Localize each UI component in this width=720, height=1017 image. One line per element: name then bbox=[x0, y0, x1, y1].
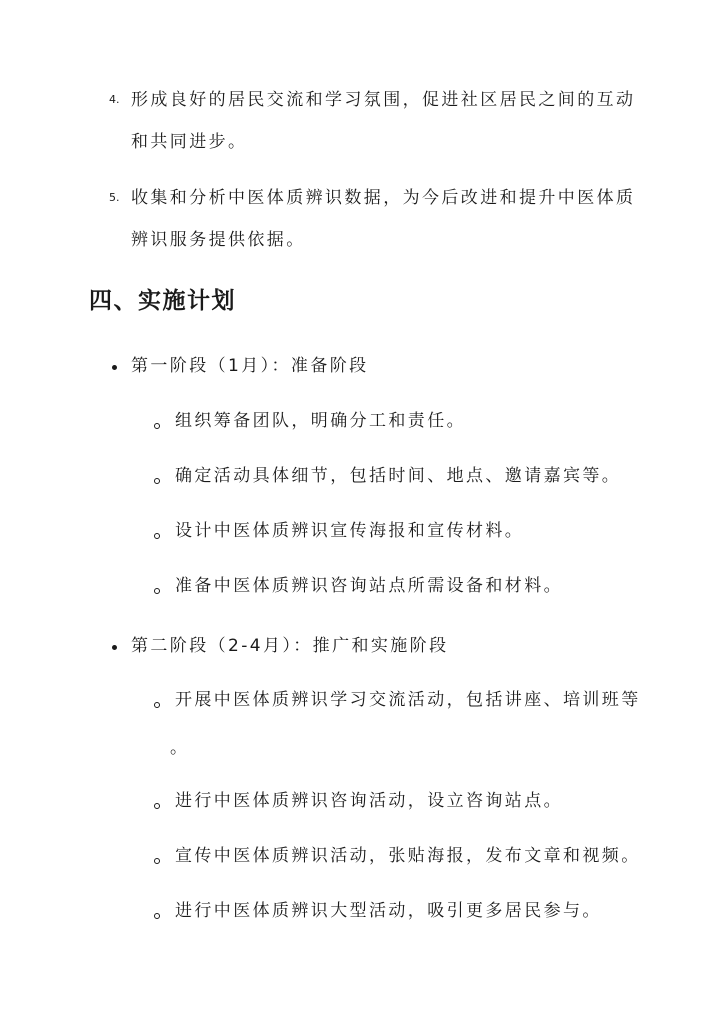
circle-bullet-icon bbox=[154, 803, 160, 809]
task-item: 设计中医体质辨识宣传海报和宣传材料。 bbox=[175, 521, 525, 541]
task-item: 开展中医体质辨识学习交流活动，包括讲座、培训班等 bbox=[175, 690, 641, 710]
section-heading: 四、实施计划 bbox=[89, 288, 236, 314]
task-item: 进行中医体质辨识大型活动，吸引更多居民参与。 bbox=[175, 901, 602, 921]
task-item-continued: 。 bbox=[170, 738, 190, 758]
circle-bullet-icon bbox=[154, 858, 160, 864]
task-item: 宣传中医体质辨识活动，张贴海报，发布文章和视频。 bbox=[175, 846, 641, 866]
list-number: 5. bbox=[109, 191, 120, 204]
circle-bullet-icon bbox=[154, 478, 160, 484]
circle-bullet-icon bbox=[154, 702, 160, 708]
circle-bullet-icon bbox=[154, 913, 160, 919]
task-item: 准备中医体质辨识咨询站点所需设备和材料。 bbox=[175, 576, 563, 596]
bullet-icon bbox=[112, 365, 117, 370]
list-item-text-continued: 和共同进步。 bbox=[131, 132, 248, 152]
circle-bullet-icon bbox=[154, 533, 160, 539]
list-item-text-continued: 辨识服务提供依据。 bbox=[131, 230, 306, 250]
bullet-icon bbox=[112, 645, 117, 650]
phase-title: 第一阶段（1月）：准备阶段 bbox=[131, 356, 369, 376]
circle-bullet-icon bbox=[154, 588, 160, 594]
list-number: 4. bbox=[109, 93, 120, 106]
circle-bullet-icon bbox=[154, 423, 160, 429]
task-item: 确定活动具体细节，包括时间、地点、邀请嘉宾等。 bbox=[175, 466, 622, 486]
list-item-text: 收集和分析中医体质辨识数据，为今后改进和提升中医体质 bbox=[131, 188, 636, 208]
task-item: 进行中医体质辨识咨询活动，设立咨询站点。 bbox=[175, 791, 563, 811]
task-item: 组织筹备团队，明确分工和责任。 bbox=[175, 411, 466, 431]
list-item-text: 形成良好的居民交流和学习氛围，促进社区居民之间的互动 bbox=[131, 90, 636, 110]
phase-title: 第二阶段（2-4月）：推广和实施阶段 bbox=[131, 636, 449, 656]
